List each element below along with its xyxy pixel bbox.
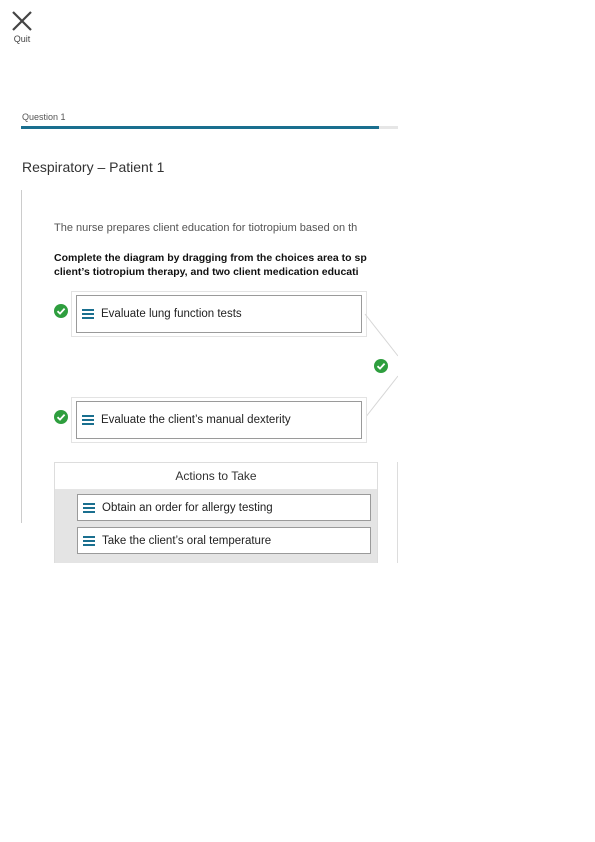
question-stem: The nurse prepares client education for tiotropium based on th	[54, 222, 358, 234]
check-circle-icon	[54, 410, 68, 424]
drag-handle-icon	[83, 501, 95, 515]
check-circle-icon	[54, 304, 68, 318]
drop-zone-1[interactable]	[71, 291, 367, 337]
drop-zone-2[interactable]	[71, 397, 367, 443]
instruction-line-2: client’s tiotropium therapy, and two client medication educati	[54, 266, 359, 278]
choices-header: Actions to Take	[55, 463, 377, 490]
drag-handle-icon	[82, 307, 94, 321]
drag-handle-icon	[82, 413, 94, 427]
drag-handle-icon	[83, 534, 95, 548]
page-title: Respiratory – Patient 1	[22, 159, 165, 175]
placed-item-label: Evaluate the client’s manual dexterity	[101, 414, 291, 426]
placed-item-1[interactable]	[76, 295, 362, 333]
choices-divider	[397, 462, 398, 563]
question-content	[0, 0, 398, 563]
choices-panel	[54, 462, 378, 563]
question-instruction	[54, 251, 367, 279]
quit-label: Quit	[13, 34, 31, 44]
choice-item[interactable]	[77, 527, 371, 554]
placed-item-2[interactable]	[76, 401, 362, 439]
placed-item-label: Evaluate lung function tests	[101, 308, 242, 320]
instruction-line-1: Complete the diagram by dragging from the choices area to sp	[54, 252, 367, 264]
question-number: Question 1	[22, 112, 66, 122]
choices-list	[55, 490, 377, 563]
choice-label: Obtain an order for allergy testing	[102, 501, 273, 514]
choice-label: Take the client’s oral temperature	[102, 534, 272, 547]
choice-item[interactable]	[77, 494, 371, 521]
